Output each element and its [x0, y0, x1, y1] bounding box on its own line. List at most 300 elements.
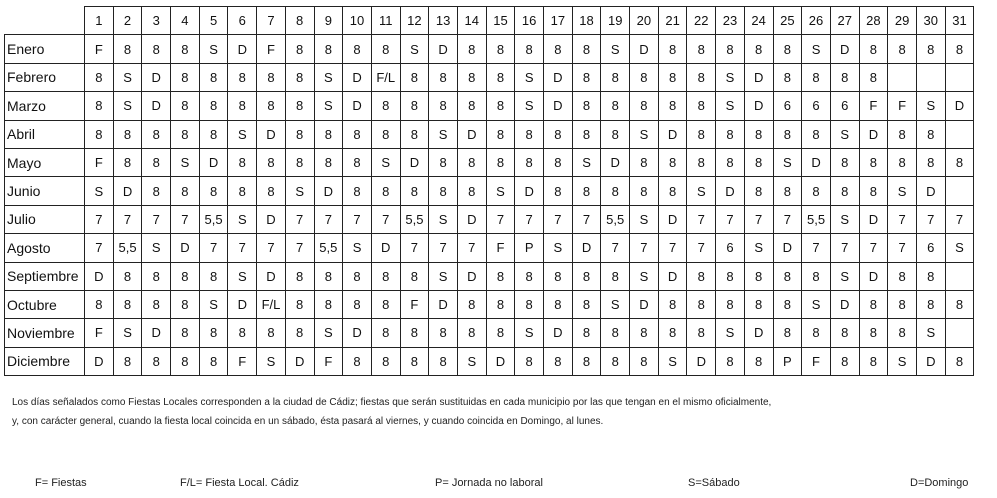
day-cell: F: [400, 290, 429, 318]
day-cell: 8: [429, 319, 458, 347]
day-cell: F: [486, 234, 515, 262]
day-cell: 8: [658, 92, 687, 120]
day-cell: D: [687, 347, 716, 375]
day-header: 2: [113, 7, 142, 35]
month-name: Abril: [5, 120, 85, 148]
day-cell: 8: [486, 120, 515, 148]
day-cell: 7: [744, 205, 773, 233]
day-cell: S: [601, 290, 630, 318]
day-cell: D: [572, 234, 601, 262]
day-cell: 8: [486, 92, 515, 120]
day-cell: 8: [429, 92, 458, 120]
day-cell: D: [630, 290, 659, 318]
day-cell: 8: [916, 262, 945, 290]
day-header: 13: [429, 7, 458, 35]
day-cell: D: [257, 262, 286, 290]
day-cell: 7: [314, 205, 343, 233]
day-cell: 7: [630, 234, 659, 262]
day-header: 20: [630, 7, 659, 35]
day-cell: P: [773, 347, 802, 375]
day-cell: D: [945, 92, 974, 120]
day-cell: 5,5: [314, 234, 343, 262]
day-cell: 5,5: [113, 234, 142, 262]
day-cell: 8: [457, 148, 486, 176]
day-cell: F/L: [371, 63, 400, 91]
day-cell: 7: [515, 205, 544, 233]
day-cell: 8: [343, 35, 372, 63]
day-cell: 8: [658, 177, 687, 205]
day-cell: 8: [830, 319, 859, 347]
day-cell: 8: [687, 120, 716, 148]
day-cell: 8: [802, 262, 831, 290]
day-cell: 8: [859, 177, 888, 205]
day-cell: S: [457, 347, 486, 375]
day-cell: 8: [572, 35, 601, 63]
day-cell: 5,5: [601, 205, 630, 233]
month-row: [5, 92, 974, 120]
day-cell: F: [85, 148, 114, 176]
day-cell: 8: [228, 92, 257, 120]
day-cell: 8: [630, 177, 659, 205]
day-cell: 8: [888, 319, 917, 347]
day-cell: D: [544, 63, 573, 91]
day-cell: 8: [486, 148, 515, 176]
day-cell: 8: [171, 177, 200, 205]
day-cell: S: [830, 262, 859, 290]
day-cell: 8: [142, 177, 171, 205]
day-cell: S: [113, 63, 142, 91]
day-cell: 8: [630, 92, 659, 120]
day-cell: S: [630, 205, 659, 233]
day-cell: [888, 63, 917, 91]
day-cell: 8: [773, 319, 802, 347]
day-cell: S: [658, 347, 687, 375]
day-cell: 7: [85, 205, 114, 233]
day-cell: S: [888, 347, 917, 375]
day-header: 27: [830, 7, 859, 35]
day-cell: 8: [601, 262, 630, 290]
day-cell: D: [142, 92, 171, 120]
day-cell: 8: [400, 177, 429, 205]
day-cell: 8: [687, 92, 716, 120]
day-cell: 8: [601, 120, 630, 148]
day-cell: 8: [343, 177, 372, 205]
day-cell: 8: [744, 347, 773, 375]
day-cell: 8: [888, 290, 917, 318]
day-cell: 8: [888, 120, 917, 148]
day-cell: 8: [916, 35, 945, 63]
day-cell: 8: [285, 92, 314, 120]
day-cell: 8: [457, 63, 486, 91]
day-cell: 8: [916, 290, 945, 318]
day-cell: 8: [802, 177, 831, 205]
day-header: 1: [85, 7, 114, 35]
day-cell: 8: [658, 63, 687, 91]
day-cell: 8: [572, 347, 601, 375]
day-cell: D: [371, 234, 400, 262]
day-cell: 8: [486, 290, 515, 318]
day-cell: D: [257, 205, 286, 233]
day-cell: D: [544, 92, 573, 120]
day-cell: 7: [228, 234, 257, 262]
month-name: Noviembre: [5, 319, 85, 347]
day-cell: 8: [630, 319, 659, 347]
day-cell: 7: [888, 205, 917, 233]
day-cell: 8: [257, 177, 286, 205]
day-cell: D: [228, 290, 257, 318]
day-cell: 8: [228, 148, 257, 176]
day-cell: [916, 63, 945, 91]
day-cell: 8: [630, 148, 659, 176]
day-cell: S: [199, 290, 228, 318]
day-header: 29: [888, 7, 917, 35]
day-cell: 8: [572, 92, 601, 120]
day-header: 10: [343, 7, 372, 35]
day-cell: P: [515, 234, 544, 262]
day-header: 6: [228, 7, 257, 35]
day-cell: D: [859, 120, 888, 148]
day-cell: 7: [199, 234, 228, 262]
day-cell: 8: [716, 35, 745, 63]
day-cell: S: [773, 148, 802, 176]
day-cell: 8: [199, 347, 228, 375]
day-cell: 5,5: [802, 205, 831, 233]
day-cell: D: [859, 205, 888, 233]
day-header: 25: [773, 7, 802, 35]
day-cell: D: [142, 319, 171, 347]
day-header: 24: [744, 7, 773, 35]
day-cell: 8: [544, 347, 573, 375]
day-cell: 8: [343, 290, 372, 318]
day-cell: 8: [601, 319, 630, 347]
day-cell: S: [429, 262, 458, 290]
day-cell: S: [716, 319, 745, 347]
day-cell: F: [228, 347, 257, 375]
day-cell: S: [515, 319, 544, 347]
legend-domingo: D=Domingo: [910, 477, 969, 489]
day-cell: S: [888, 177, 917, 205]
month-row: [5, 63, 974, 91]
month-name: Octubre: [5, 290, 85, 318]
day-cell: 8: [400, 120, 429, 148]
day-cell: S: [314, 92, 343, 120]
day-cell: 7: [687, 234, 716, 262]
day-cell: 8: [400, 262, 429, 290]
day-cell: 8: [744, 290, 773, 318]
day-cell: D: [830, 290, 859, 318]
day-cell: 8: [773, 177, 802, 205]
day-header: 16: [515, 7, 544, 35]
day-cell: S: [830, 205, 859, 233]
day-cell: S: [687, 177, 716, 205]
day-cell: 8: [142, 290, 171, 318]
day-cell: 8: [171, 120, 200, 148]
day-header: 21: [658, 7, 687, 35]
day-cell: [945, 63, 974, 91]
day-header: 18: [572, 7, 601, 35]
day-cell: F: [257, 35, 286, 63]
day-cell: 8: [371, 177, 400, 205]
day-cell: 7: [486, 205, 515, 233]
month-name: Marzo: [5, 92, 85, 120]
day-cell: 8: [199, 177, 228, 205]
day-header: 3: [142, 7, 171, 35]
month-name: Enero: [5, 35, 85, 63]
day-cell: F: [802, 347, 831, 375]
day-cell: 7: [658, 234, 687, 262]
day-cell: 5,5: [199, 205, 228, 233]
day-cell: S: [916, 319, 945, 347]
month-row: [5, 290, 974, 318]
day-cell: 8: [916, 148, 945, 176]
day-cell: D: [544, 319, 573, 347]
day-header: 31: [945, 7, 974, 35]
day-cell: 8: [572, 177, 601, 205]
day-cell: 8: [601, 63, 630, 91]
day-cell: 8: [859, 63, 888, 91]
day-cell: 8: [945, 148, 974, 176]
day-cell: 8: [199, 92, 228, 120]
day-cell: 8: [113, 347, 142, 375]
day-cell: 7: [572, 205, 601, 233]
day-cell: 8: [515, 290, 544, 318]
day-cell: 8: [658, 290, 687, 318]
day-cell: 8: [716, 290, 745, 318]
day-cell: 6: [830, 92, 859, 120]
day-cell: 8: [171, 347, 200, 375]
day-cell: 8: [687, 319, 716, 347]
day-header: 28: [859, 7, 888, 35]
day-cell: 8: [257, 148, 286, 176]
month-name: Febrero: [5, 63, 85, 91]
day-header: 14: [457, 7, 486, 35]
day-cell: 8: [687, 35, 716, 63]
day-cell: 8: [371, 290, 400, 318]
day-cell: D: [171, 234, 200, 262]
day-cell: S: [486, 177, 515, 205]
day-cell: 8: [830, 63, 859, 91]
month-name: Septiembre: [5, 262, 85, 290]
day-cell: 8: [572, 120, 601, 148]
day-cell: D: [658, 120, 687, 148]
day-cell: D: [85, 262, 114, 290]
day-header: 15: [486, 7, 515, 35]
day-cell: 8: [285, 35, 314, 63]
day-cell: S: [113, 319, 142, 347]
day-cell: 8: [687, 262, 716, 290]
note-line-2: y, con carácter general, cuando la fiesta local coincida en un sábado, ésta pasará al viernes, y cuando coincida en Domingo, al lunes.: [12, 416, 604, 427]
day-cell: D: [515, 177, 544, 205]
day-cell: 7: [802, 234, 831, 262]
day-cell: 8: [113, 35, 142, 63]
day-cell: [945, 177, 974, 205]
day-cell: S: [429, 205, 458, 233]
day-cell: D: [228, 35, 257, 63]
day-cell: 8: [371, 120, 400, 148]
day-cell: [945, 120, 974, 148]
day-cell: 8: [716, 148, 745, 176]
day-cell: 8: [113, 120, 142, 148]
month-row: [5, 262, 974, 290]
day-cell: 8: [658, 148, 687, 176]
day-cell: 8: [630, 63, 659, 91]
day-cell: 8: [257, 63, 286, 91]
day-cell: 8: [859, 290, 888, 318]
day-cell: S: [371, 148, 400, 176]
day-cell: 8: [859, 319, 888, 347]
day-cell: 8: [859, 347, 888, 375]
day-header: 4: [171, 7, 200, 35]
day-cell: 8: [744, 177, 773, 205]
day-cell: 8: [572, 262, 601, 290]
note-line-1: Los días señalados como Fiestas Locales corresponden a la ciudad de Cádiz; fiestas que serán sustituidas en cada municipio por las que tengan en el mismo oficialmente,: [12, 397, 772, 408]
day-cell: 8: [314, 262, 343, 290]
day-cell: 8: [744, 262, 773, 290]
day-cell: 8: [371, 319, 400, 347]
day-cell: 8: [343, 347, 372, 375]
day-cell: 8: [773, 290, 802, 318]
day-cell: D: [916, 347, 945, 375]
day-cell: 7: [85, 234, 114, 262]
day-cell: S: [630, 262, 659, 290]
day-cell: 8: [601, 177, 630, 205]
day-cell: D: [457, 205, 486, 233]
day-cell: 7: [429, 234, 458, 262]
day-cell: 7: [285, 234, 314, 262]
day-header: 7: [257, 7, 286, 35]
day-cell: 7: [544, 205, 573, 233]
day-cell: S: [85, 177, 114, 205]
day-cell: 8: [228, 63, 257, 91]
day-cell: 8: [457, 319, 486, 347]
day-cell: D: [85, 347, 114, 375]
day-cell: 8: [544, 177, 573, 205]
day-cell: D: [429, 35, 458, 63]
day-cell: S: [802, 35, 831, 63]
day-cell: D: [630, 35, 659, 63]
day-cell: 8: [457, 92, 486, 120]
day-cell: 8: [601, 92, 630, 120]
day-cell: 8: [802, 63, 831, 91]
day-cell: 8: [544, 290, 573, 318]
day-cell: D: [830, 35, 859, 63]
day-cell: 8: [716, 262, 745, 290]
day-cell: 8: [142, 148, 171, 176]
day-cell: D: [343, 319, 372, 347]
day-cell: 8: [171, 63, 200, 91]
day-cell: D: [314, 177, 343, 205]
day-cell: 7: [113, 205, 142, 233]
day-cell: 5,5: [400, 205, 429, 233]
day-cell: 7: [916, 205, 945, 233]
day-cell: 8: [142, 347, 171, 375]
day-cell: D: [802, 148, 831, 176]
day-cell: D: [658, 262, 687, 290]
day-cell: 8: [457, 290, 486, 318]
day-header: 23: [716, 7, 745, 35]
day-cell: 8: [371, 262, 400, 290]
day-cell: 8: [228, 177, 257, 205]
day-cell: 7: [888, 234, 917, 262]
day-cell: 8: [601, 347, 630, 375]
day-cell: 7: [859, 234, 888, 262]
day-cell: S: [429, 120, 458, 148]
day-cell: 7: [285, 205, 314, 233]
day-cell: 8: [486, 262, 515, 290]
day-cell: 8: [314, 148, 343, 176]
day-header: 8: [285, 7, 314, 35]
day-cell: 8: [744, 148, 773, 176]
day-cell: 8: [515, 120, 544, 148]
day-cell: S: [802, 290, 831, 318]
day-cell: 7: [716, 205, 745, 233]
day-cell: 8: [142, 35, 171, 63]
day-cell: 8: [228, 319, 257, 347]
day-cell: 8: [171, 35, 200, 63]
day-cell: D: [199, 148, 228, 176]
day-header: 11: [371, 7, 400, 35]
day-cell: 7: [687, 205, 716, 233]
legend-sabado: S=Sábado: [688, 477, 740, 489]
month-row: [5, 120, 974, 148]
day-cell: 7: [457, 234, 486, 262]
day-cell: 8: [773, 35, 802, 63]
day-cell: 8: [859, 148, 888, 176]
month-name: Diciembre: [5, 347, 85, 375]
day-cell: 8: [830, 347, 859, 375]
day-cell: D: [744, 92, 773, 120]
day-cell: 8: [85, 290, 114, 318]
day-cell: D: [744, 319, 773, 347]
day-cell: D: [457, 262, 486, 290]
day-cell: F: [859, 92, 888, 120]
month-row: [5, 148, 974, 176]
day-cell: 8: [888, 262, 917, 290]
day-cell: 8: [371, 92, 400, 120]
day-cell: 8: [285, 120, 314, 148]
day-cell: 8: [916, 120, 945, 148]
day-cell: 8: [744, 35, 773, 63]
day-cell: S: [228, 205, 257, 233]
day-cell: 8: [171, 92, 200, 120]
day-cell: S: [716, 63, 745, 91]
day-cell: F: [85, 319, 114, 347]
day-cell: 8: [572, 63, 601, 91]
legend-fiesta-local: F/L= Fiesta Local. Cádiz: [180, 477, 299, 489]
day-cell: 8: [85, 92, 114, 120]
day-cell: 8: [400, 319, 429, 347]
day-cell: 8: [400, 347, 429, 375]
day-cell: S: [257, 347, 286, 375]
day-cell: 8: [572, 290, 601, 318]
day-header: 9: [314, 7, 343, 35]
legend-no-laboral: P= Jornada no laboral: [435, 477, 543, 489]
day-cell: 8: [544, 35, 573, 63]
day-cell: 8: [687, 148, 716, 176]
day-cell: D: [716, 177, 745, 205]
day-cell: 8: [314, 120, 343, 148]
day-header: 17: [544, 7, 573, 35]
day-cell: D: [343, 92, 372, 120]
day-cell: S: [916, 92, 945, 120]
month-row: [5, 177, 974, 205]
day-cell: 7: [945, 205, 974, 233]
day-cell: 8: [773, 63, 802, 91]
day-cell: 8: [888, 35, 917, 63]
day-cell: D: [916, 177, 945, 205]
month-row: [5, 234, 974, 262]
day-cell: [945, 319, 974, 347]
